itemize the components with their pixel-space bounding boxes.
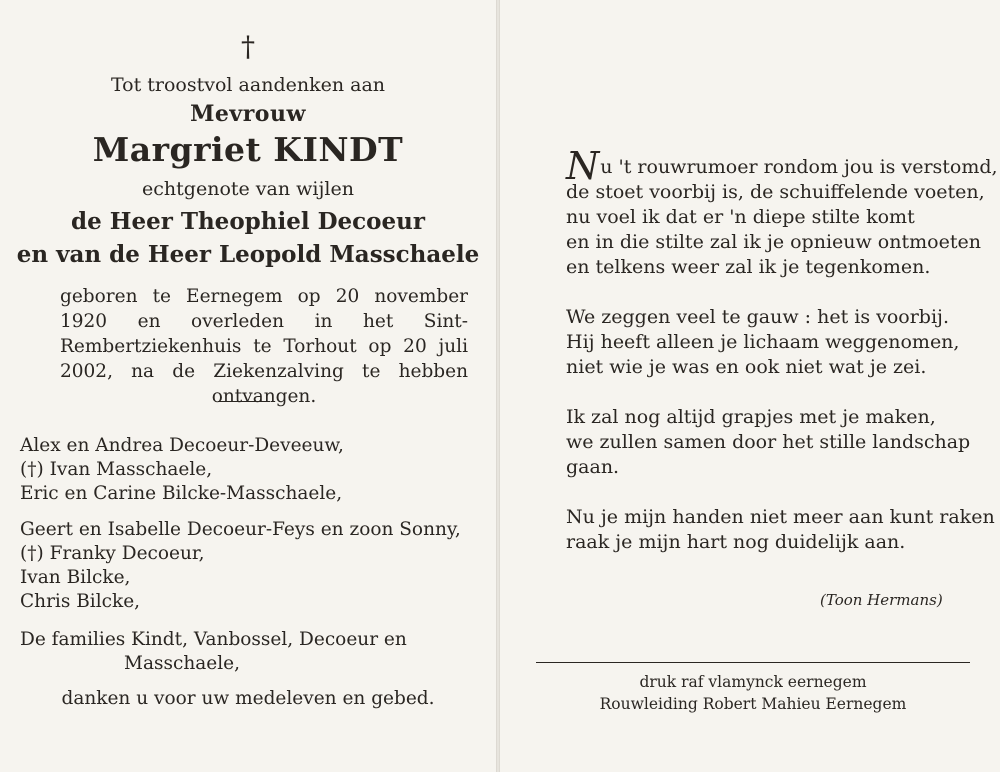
families-line-1: De families Kindt, Vanbossel, Decoeur en — [20, 629, 407, 650]
deceased-name: Margriet KINDT — [92, 130, 404, 169]
divider — [218, 401, 270, 402]
honorific: Mevrouw — [190, 101, 306, 127]
poem-line: nu voel ik dat er 'n diepe stilte komt — [566, 206, 915, 228]
poem-stanza — [566, 405, 998, 480]
poem-line: raak je mijn hart nog duidelijk aan. — [566, 531, 906, 553]
poem-line: Hij heeft alleen je lichaam weggenomen, — [566, 331, 960, 353]
family-line: Chris Bilcke, — [20, 591, 141, 612]
poem-line: we zullen samen door het stille landschap — [566, 431, 971, 453]
drop-cap: N — [566, 144, 600, 188]
poem-author: (Toon Hermans) — [820, 591, 943, 609]
poem-line: en in die stilte zal ik je opnieuw ontmoeten — [566, 231, 981, 253]
biography: geboren te Eernegem op 20 november 1920 en overleden in het Sint-Rembertziekenhuis te Torhout op 20 juli 2002, na de Ziekenzalving te hebben ontvangen. — [60, 286, 468, 407]
intro-line: Tot troostvol aandenken aan — [110, 74, 386, 96]
poem-line: Ik zal nog altijd grapjes met je maken, — [566, 406, 936, 428]
poem-line: Nu 't rouwrumoer rondom jou is verstomd, — [566, 144, 998, 188]
poem-line: Nu je mijn handen niet meer aan kunt raken — [566, 506, 995, 528]
poem-stanza — [566, 305, 998, 380]
poem-stanza — [566, 505, 998, 555]
poem — [566, 144, 998, 580]
funeral-director-credit: Rouwleiding Robert Mahieu Eernegem — [599, 695, 907, 713]
spouse-lead: echtgenote van wijlen — [142, 178, 354, 200]
families-line-2: Masschaele, — [124, 653, 240, 674]
family-line: (†) Ivan Masschaele, — [20, 459, 213, 480]
poem-line: niet wie je was en ook niet wat je zei. — [566, 356, 927, 378]
spouse-2: en van de Heer Leopold Masschaele — [16, 241, 480, 268]
printer-credit: druk raf vlamynck eernegem — [639, 673, 867, 691]
spouse-1: de Heer Theophiel Decoeur — [71, 208, 425, 235]
right-page — [500, 0, 1000, 772]
thanks-line: danken u voor uw medeleven en gebed. — [61, 688, 435, 709]
family-group-2 — [20, 518, 480, 614]
cross-symbol: † — [241, 30, 255, 63]
left-page — [0, 0, 496, 772]
family-line: Eric en Carine Bilcke-Masschaele, — [20, 483, 343, 504]
poem-line: en telkens weer zal ik je tegenkomen. — [566, 256, 931, 278]
family-line: Geert en Isabelle Decoeur-Feys en zoon Sonny, — [20, 519, 461, 540]
poem-line: gaan. — [566, 456, 620, 478]
poem-line: We zeggen veel te gauw : het is voorbij. — [566, 306, 949, 328]
poem-line: de stoet voorbij is, de schuiffelende voeten, — [566, 181, 985, 203]
poem-stanza — [566, 144, 998, 280]
family-group-1 — [20, 434, 480, 506]
family-line: Alex en Andrea Decoeur-Deveeuw, — [20, 435, 344, 456]
family-line: (†) Franky Decoeur, — [20, 543, 205, 564]
family-line: Ivan Bilcke, — [20, 567, 131, 588]
footer-divider — [536, 662, 970, 663]
